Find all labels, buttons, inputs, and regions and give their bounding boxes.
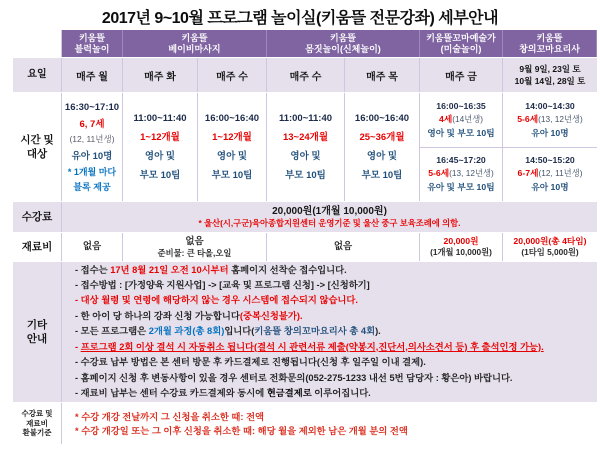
schedule-artist-session2: 16:45~17:20 5-6세(13, 12년생) 유아 및 부모 10팀 [427, 155, 495, 193]
table-header-row [13, 30, 597, 58]
day-sat-line1: 9월 9일, 23일 토 [519, 64, 581, 74]
guidance-line-how-to-register: - 접수방법 : [가정양육 지원사업] -> [교육 및 프로그램 신청] -> [신청하기] [75, 280, 370, 291]
header-line: 블럭놀이 [74, 43, 110, 54]
day-row [13, 58, 597, 93]
guidance-line-payment-method: - 수강료 납부 방법은 본 센터 방문 후 카드결제로 진행됩니다(신청 후 일주일 이내 결제). [75, 357, 426, 368]
materials-artist: 20,000원 (1개월 10,000원) [420, 233, 503, 261]
header-cell-baby-massage [123, 30, 267, 57]
refund-line-before-start: * 수강 개강 전날까지 그 신청을 취소한 때: 전액 [75, 411, 265, 422]
header-line: 키움뜰 [78, 32, 106, 43]
tuition-amount: 20,000원(1개월 10,000원) [272, 206, 387, 217]
page-title: 2017년 9~10월 프로그램 놀이실(키움뜰 전문강좌) 세부안내 [101, 10, 499, 27]
materials-cook: 20,000원(총 4타임) (1타임 5,000원) [513, 236, 587, 257]
day-thu: 매주 목 [345, 58, 420, 92]
materials-movement: 없음 [267, 233, 420, 261]
header-line: 키움뜰 [329, 32, 357, 43]
guidance-line-contact-phone: - 홈페이지 신청 후 변동사항이 있을 경우 센터로 전화문의(052-275-1233 내선 5번 담당자 : 황은아) 바랍니다. [75, 372, 513, 383]
guidance-line-one-course: - 한 아이 당 하나의 강좌 신청 가능합니다(중복신청불가). [75, 310, 303, 321]
materials-row [13, 233, 597, 262]
schedule-movement-thu: 16:00~16:40 25~36개월 영아 및 부모 10팀 [345, 93, 420, 201]
schedule-baby-wed: 16:00~16:40 1~12개월 영아 및 부모 10팀 [198, 93, 267, 201]
schedule-artist-session1: 16:00~16:35 4세(14년생) 영아 및 부모 10팀 [420, 93, 502, 148]
refund-line-after-start: * 수강 개강일 또는 그 이후 신청을 취소한 때: 해당 월을 제외한 남은 개월 분의 전액 [75, 425, 408, 436]
schedule-movement-wed: 11:00~11:40 13~24개월 영아 및 부모 10팀 [267, 93, 345, 201]
guidance-line-registration-start: - 접수는 17년 8월 21일 오전 10시부터 홈페이지 선착순 접수입니다. [75, 264, 347, 275]
tuition-row [13, 202, 597, 233]
schedule-artist-fri [420, 93, 503, 201]
schedule-row-label: 시간 및 대상 [13, 93, 62, 201]
guidance-line-materials-payment: - 재료비 납부는 센터 수강료 카드결제와 동시에 현금결제로 이루어집니다. [75, 387, 371, 398]
day-wed-1: 매주 수 [198, 58, 267, 92]
schedule-cook-session2: 14:50~15:20 6-7세(12, 11년생) 유아 10명 [517, 155, 583, 193]
header-line: 키움뜰 [181, 32, 208, 43]
guidance-row [13, 262, 597, 403]
schedule-block-play: 16:30~17:10 6, 7세 (12, 11년생) 유아 10명 * 1개월 마다 블록 제공 [62, 93, 123, 201]
guidance-line-course-length: - 모든 프로그램은 2개월 과정(총 8회)입니다(키움뜰 창의꼬마요리사 총 4회). [75, 326, 381, 337]
tuition-label: 수강료 [13, 202, 62, 232]
header-cell-movement-play [267, 30, 420, 57]
materials-label: 재료비 [13, 233, 62, 261]
refund-label: 수강료 및 재료비 환불기준 [13, 403, 62, 444]
schedule-row [13, 93, 597, 202]
refund-body [62, 403, 597, 444]
guidance-line-absence-policy: - 프로그램 2회 이상 결석 시 자동취소 됩니다(결석 시 관련서류 제출(약봉지,진단서,의사소견서 등) 후 출석인정 가능). [75, 341, 544, 352]
header-cell-empty [13, 30, 62, 57]
schedule-cook-sat [503, 93, 597, 201]
materials-baby: 없음 준비물: 큰 타올,오일 [123, 233, 267, 261]
materials-block: 없음 [62, 233, 123, 261]
header-cell-little-cook [503, 30, 597, 57]
tuition-note: * 울산(시,구군)육아종합지원센터 운영기준 및 울산 중구 보육조례에 의함. [198, 218, 461, 228]
tuition-body [62, 202, 597, 232]
header-cell-little-artist [420, 30, 503, 57]
header-line: 몸짓놀이(신체놀이) [305, 43, 381, 54]
day-fri: 매주 금 [420, 58, 503, 92]
program-table [13, 30, 597, 445]
refund-row [13, 403, 597, 445]
header-line: 키움뜰꼬마예술가 [426, 32, 496, 43]
day-sat [503, 58, 597, 92]
header-cell-block-play [62, 30, 123, 57]
guidance-body [62, 262, 597, 402]
schedule-baby-tue: 11:00~11:40 1~12개월 영아 및 부모 10팀 [123, 93, 198, 201]
day-mon: 매주 월 [62, 58, 123, 92]
header-line: 창의꼬마요리사 [519, 43, 580, 54]
header-line: 베이비마사지 [168, 43, 221, 54]
day-row-label: 요일 [13, 58, 62, 92]
schedule-cook-session1: 14:00~14:30 5-6세(13, 12년생) 유아 10명 [503, 93, 597, 148]
header-line: (미술놀이) [440, 43, 482, 54]
guidance-line-age-restriction: - 대상 월령 및 연령에 해당하지 않는 경우 시스템에 접수되지 않습니다. [75, 295, 358, 306]
day-sat-line2: 10월 14일, 28일 토 [514, 76, 586, 86]
day-wed-2: 매주 수 [267, 58, 345, 92]
guidance-label: 기타 안내 [13, 262, 62, 402]
day-tue: 매주 화 [123, 58, 198, 92]
header-line: 키움뜰 [536, 32, 563, 43]
